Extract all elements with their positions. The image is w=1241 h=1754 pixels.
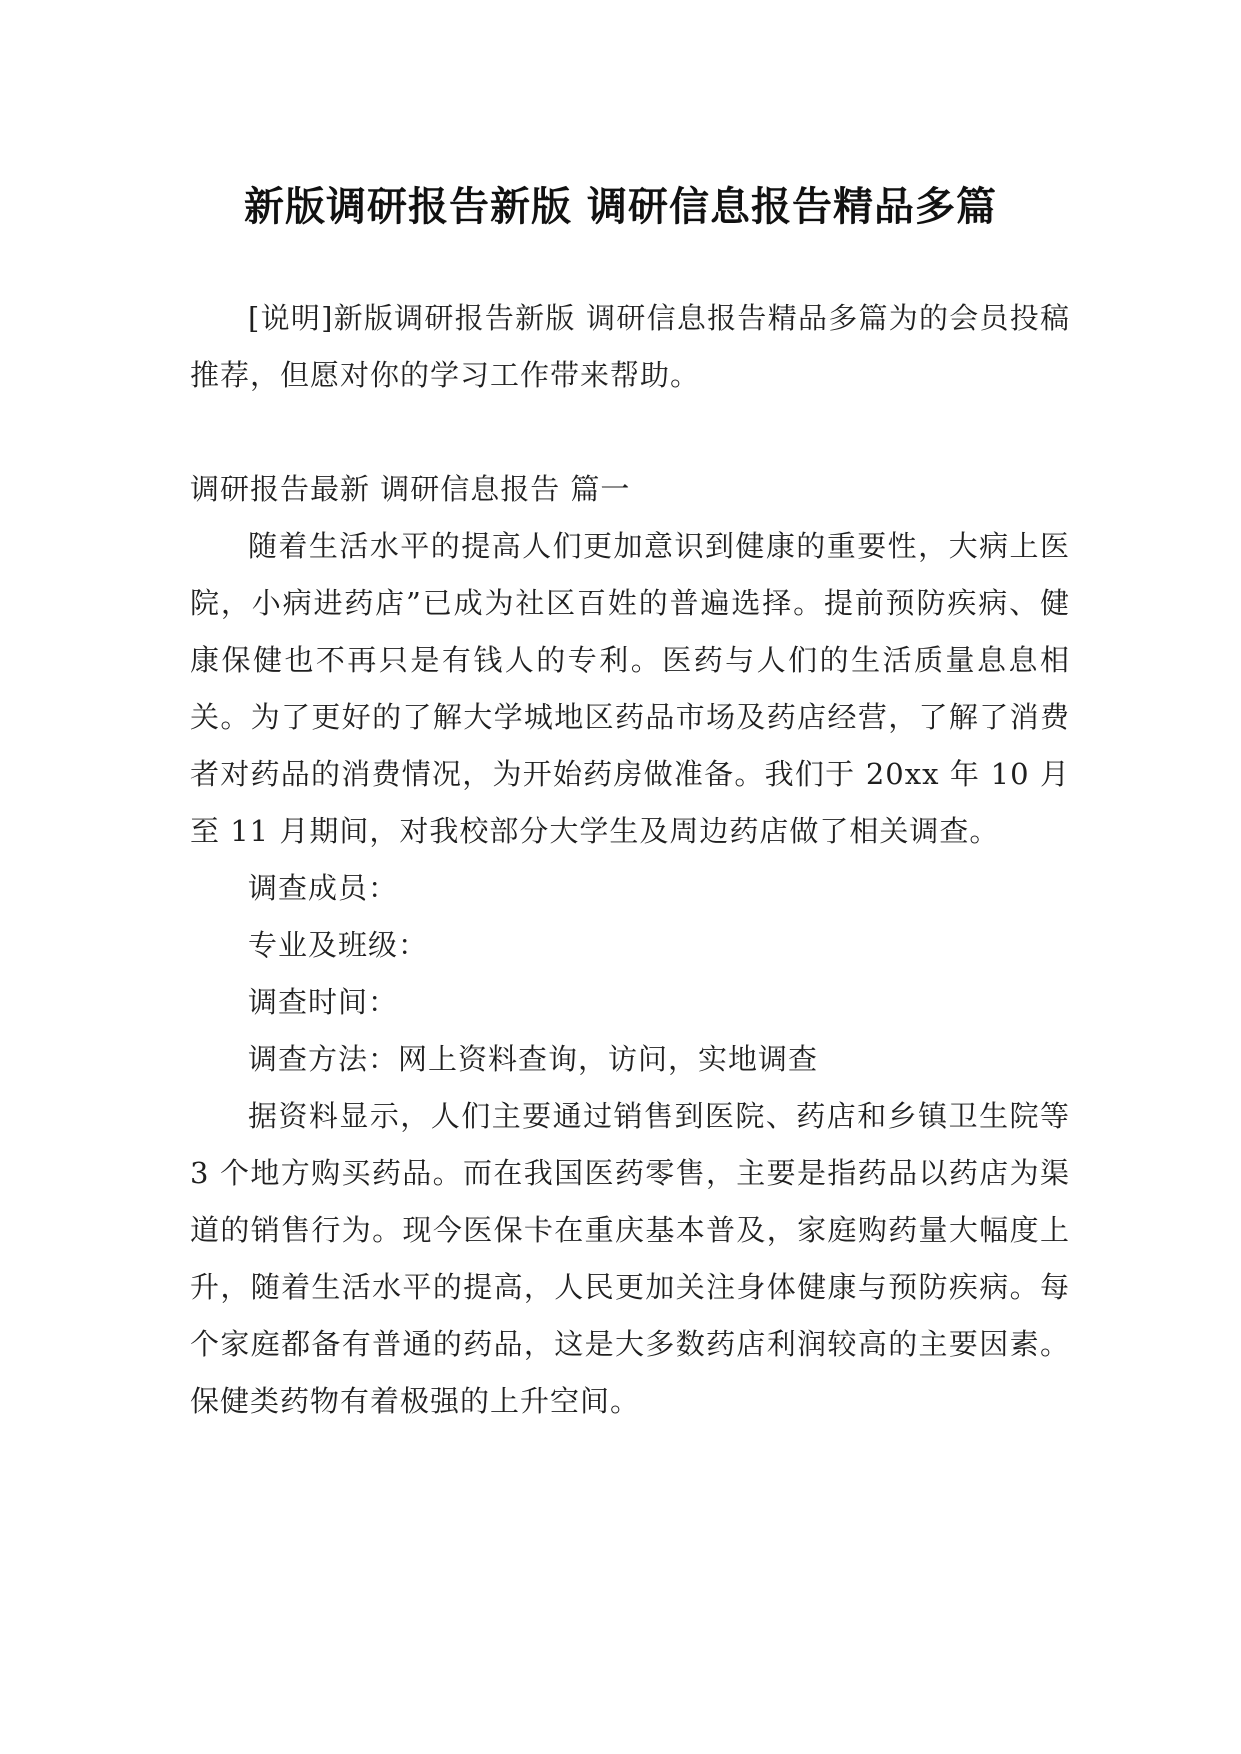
paragraph-spacer <box>190 404 1070 461</box>
survey-members-label: 调查成员： <box>248 871 399 905</box>
survey-method-line: 调查方法：网上资料查询，访问，实地调查 <box>248 1042 819 1076</box>
survey-time-label: 调查时间： <box>248 985 399 1019</box>
intro-note: [说明]新版调研报告新版 调研信息报告精品多篇为的会员投稿推荐，但愿对你的学习工作带来帮助。 <box>190 301 1070 392</box>
document-body <box>190 290 1070 1430</box>
body-paragraph: 据资料显示，人们主要通过销售到医院、药店和乡镇卫生院等 3 个地方购买药品。而在我国医药零售，主要是指药品以药店为渠道的销售行为。现今医保卡在重庆基本普及，家庭购药量大幅度上升，随着生活水平的提高，人民更加关注身体健康与预防疾病。每个家庭都备有普通的药品，这是大多数药店利润较高的主要因素。保健类药物有着极强的上升空间。 <box>190 1099 1070 1418</box>
major-class-label: 专业及班级： <box>248 928 429 962</box>
body-paragraph: 随着生活水平的提高人们更加意识到健康的重要性，大病上医院，小病进药店”已成为社区百姓的普遍选择。提前预防疾病、健康保健也不再只是有钱人的专利。医药与人们的生活质量息息相关。为了更好的了解大学城地区药品市场及药店经营，了解了消费者对药品的消费情况，为开始药房做准备。我们于 20xx 年 10 月至 11 月期间，对我校部分大学生及周边药店做了相关调查。 <box>190 529 1070 848</box>
section-heading: 调研报告最新 调研信息报告 篇一 <box>190 472 631 506</box>
document-title: 新版调研报告新版 调研信息报告精品多篇 <box>244 183 997 230</box>
